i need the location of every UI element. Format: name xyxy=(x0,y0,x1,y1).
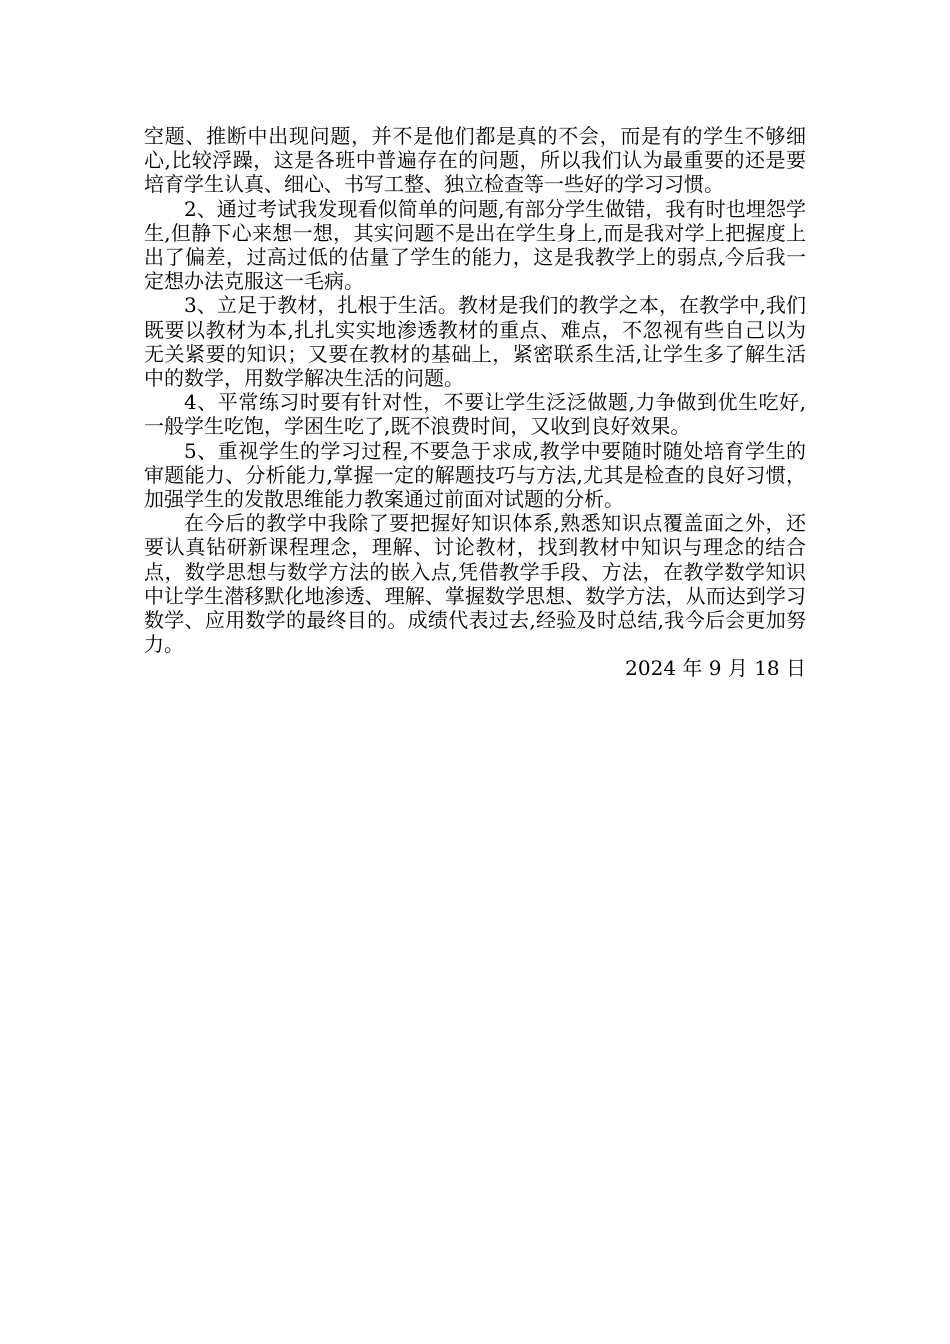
paragraph-point-2: 2、通过考试我发现看似简单的问题,有部分学生做错，我有时也埋怨学生,但静下心来想一想，其实问题不是出在学生身上,而是我对学上把握度上出了偏差，过高过低的估量了学生的能力，这是我教学上的弱点,今后我一定想办法克服这一毛病。 xyxy=(144,196,806,294)
paragraph-point-5: 5、重视学生的学习过程,不要急于求成,教学中要随时随处培育学生的审题能力、分析能力,掌握一定的解题技巧与方法,尤其是检查的良好习惯，加强学生的发散思维能力教案通过前面对试题的分析。 xyxy=(144,438,806,512)
paragraph-continuation: 空题、推断中出现问题，并不是他们都是真的不会，而是有的学生不够细心,比较浮躁，这是各班中普遍存在的问题，所以我们认为最重要的还是要培育学生认真、细心、书写工整、独立检查等一些好的学习习惯。 xyxy=(144,124,806,197)
paragraph-conclusion: 在今后的教学中我除了要把握好知识体系,熟悉知识点覆盖面之外，还要认真钻研新课程理念，理解、讨论教材，找到教材中知识与理念的结合点，数学思想与数学方法的嵌入点,凭借教学手段、方法，在教学数学知识中让学生潜移默化地渗透、理解、掌握数学思想、数学方法，从而达到学习数学、应用数学的最终目的。成绩代表过去,经验及时总结,我今后会更加努力。 xyxy=(144,511,806,657)
paragraph-point-3: 3、立足于教材，扎根于生活。教材是我们的教学之本，在教学中,我们既要以教材为本,扎扎实实地渗透教材的重点、难点，不忽视有些自己以为无关紧要的知识；又要在教材的基础上，紧密联系生活,让学生多了解生活中的数学，用数学解决生活的问题。 xyxy=(144,293,806,391)
document-date: 2024 年 9 月 18 日 xyxy=(625,656,806,681)
paragraph-point-4: 4、平常练习时要有针对性，不要让学生泛泛做题,力争做到优生吃好,一般学生吃饱，学困生吃了,既不浪费时间，又收到良好效果。 xyxy=(144,390,806,439)
document-page xyxy=(144,124,806,681)
